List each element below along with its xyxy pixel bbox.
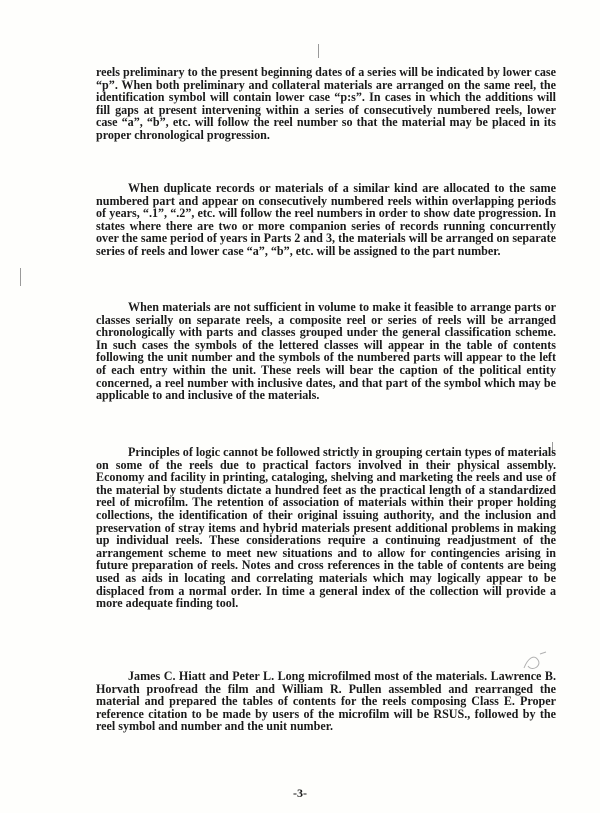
scan-mark [20,268,21,286]
paragraph-composite-reels [96,301,556,402]
paragraph-continuation [96,66,556,142]
paragraph-text: reels preliminary to the present beginning dates of a series will be indicated by lower case “p”. When both preliminary and collateral materials are arranged on the same reel, the identification symbol will contain lower case “p:s”. In cases in which the additions will fill gaps at present intervening within a series of consecutively numbered reels, lower case “a”, “b”, etc. will follow the reel number so that the material may be placed in its proper chronological progression. [96,65,556,142]
paragraph-text: Principles of logic cannot be followed strictly in grouping certain types of materials on some of the reels due to practical factors involved in their physical assembly. Economy and facility in printing, cataloging, shelving and marketing the reels and use of the material by students dictate a hundred feet as the practical length of a standardized reel of microfilm. The retention of association of materials within their proper holding collections, the identification of their original issuing authority, and the inclusion and preservation of stray items and hybrid materials present additional problems in making up individual reels. These considerations require a continuing readjustment of the arrangement scheme to meet new situations and to allow for contingencies arising in future preparation of reels. Notes and cross references in the table of contents are being used as aids in locating and correlating materials which may logically appear to be displaced from a normal order. In time a general index of the collection will provide a more adequate finding tool. [96,445,556,611]
paragraph-duplicate-records [96,182,556,258]
scan-mark [318,44,319,58]
paragraph-text: When duplicate records or materials of a similar kind are allocated to the same numbered part and appear on consecutively numbered reels within overlapping periods of years, “.1”, “.2”, etc. will follow the reel numbers in order to show date progression. In states where there are two or more companion series of records running concurrently over the same period of years in Parts 2 and 3, the materials will be arranged on separate series of reels and lower case “a”, “b”, etc. will be assigned to the part number. [96,181,556,258]
paragraph-principles-of-logic [96,446,556,610]
paragraph-text: James C. Hiatt and Peter L. Long microfilmed most of the materials. Lawrence B. Horvath proofread the film and William R. Pullen assembled and rearranged the material and prepared the tables of contents for the reels composing Class E. Proper reference citation to be made by users of the microfilm will be RSUS., followed by the reel symbol and number and the unit number. [96,669,556,734]
paragraph-credits [96,670,556,733]
page-number: -3- [293,786,307,800]
paragraph-text: When materials are not sufficient in volume to make it feasible to arrange parts or classes serially on separate reels, a composite reel or series of reels will be arranged chronologically with parts and classes grouped under the general classification scheme. In such cases the symbols of the lettered classes will appear in the table of contents following the unit number and the symbols of the numbered parts will appear to the left of each entry within the unit. These reels will bear the caption of the political entity concerned, a reel number with inclusive dates, and that part of the symbol which may be applicable to and inclusive of the materials. [96,300,556,403]
